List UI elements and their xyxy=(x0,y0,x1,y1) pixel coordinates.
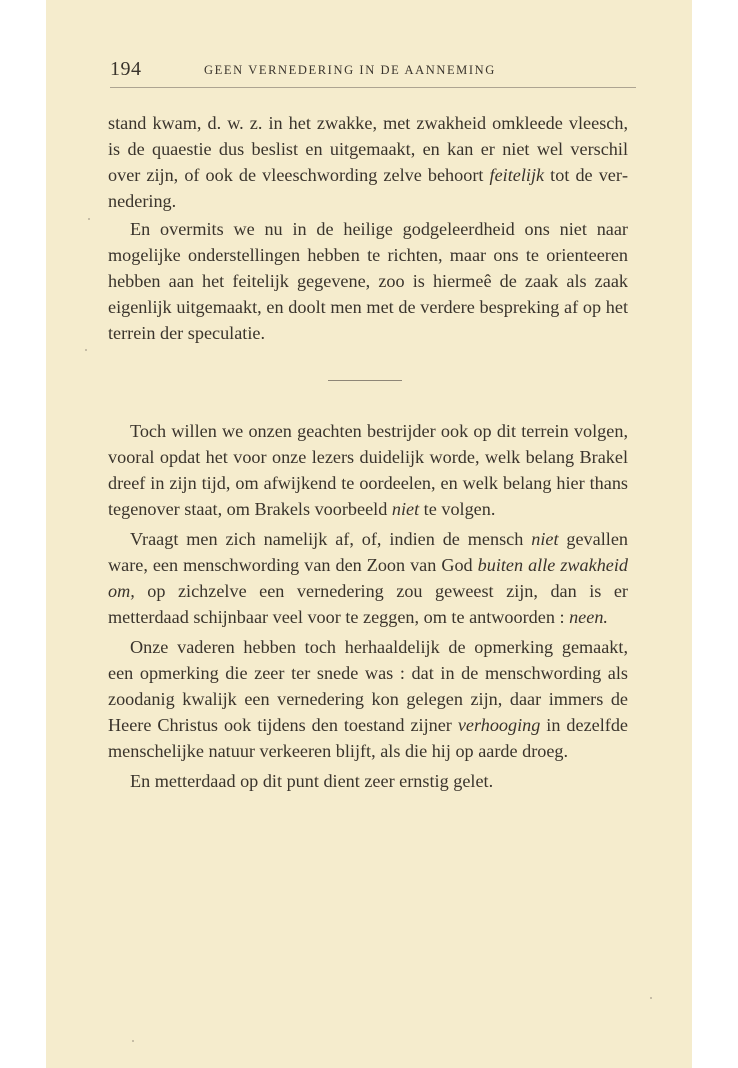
paper-speck xyxy=(650,997,652,999)
paper-speck xyxy=(88,218,90,220)
paragraph xyxy=(108,216,628,346)
text-run: En overmits we nu in de heilige godgeleerdheid ons niet naar mogelijke onderstellingen hebben te richten, maar ons te orienteeren hebben aan het feitelijk gegevene, zoo is hiermeê de zaak als zaak eigenlijk uitgemaakt, en doolt men met de verdere bespreking af op het terrein der speculatie. xyxy=(108,219,628,343)
header-rule xyxy=(110,87,636,88)
paper-speck xyxy=(85,349,87,351)
section-separator-rule xyxy=(328,380,402,381)
paragraph xyxy=(108,768,628,794)
book-page xyxy=(46,0,692,1068)
paragraph xyxy=(108,418,628,522)
running-title: GEEN VERNEDERING IN DE AANNEMING xyxy=(204,63,496,77)
text-run: stand kwam, d. w. z. in het zwakke, met zwakheid omkleede vleesch, is de quaestie dus beslist en uitgemaakt, en kan er niet wel verschil over zijn, of ook de vleeschwording zelve behoort xyxy=(108,113,628,185)
italic-emphasis: buiten alle zwakheid om, xyxy=(108,555,629,601)
text-run: op zichzelve een vernedering zou geweest zijn, dan is er metterdaad schijnbaar veel voor te zeggen, om te antwoorden : xyxy=(108,581,628,627)
paper-speck xyxy=(132,1040,134,1042)
section-break xyxy=(108,346,628,418)
paragraph xyxy=(108,110,628,214)
paragraph xyxy=(108,634,628,764)
text-run: Onze vaderen hebben toch herhaaldelijk de opmerking gemaakt, een opmerking die zeer ter snede was : dat in de menschwording als zoodanig kwalijk een vernedering kon gelegen zijn, daar immers de Heere Christus ook tijdens den toestand zijner xyxy=(108,637,628,735)
page-header xyxy=(110,58,636,82)
italic-emphasis: feitelijk xyxy=(489,165,545,185)
italic-emphasis: neen. xyxy=(569,607,608,627)
text-run: tot de vernedering. xyxy=(108,165,628,211)
italic-emphasis: niet xyxy=(391,499,420,519)
text-run: in dezelfde menschelijke natuur verkeeren blijft, als die hij op aarde droeg. xyxy=(108,715,628,761)
text-run: En metterdaad op dit punt dient zeer ernstig gelet. xyxy=(130,771,494,791)
page-number: 194 xyxy=(110,58,142,80)
text-run: te volgen. xyxy=(419,499,496,519)
italic-emphasis: verhooging xyxy=(457,715,541,735)
paragraph xyxy=(108,526,628,630)
page-body xyxy=(108,110,628,794)
text-run: gevallen ware, een menschwording van den Zoon van God xyxy=(108,529,628,575)
text-run: Vraagt men zich namelijk af, of, indien de mensch xyxy=(130,529,532,549)
italic-emphasis: niet xyxy=(531,529,559,549)
text-run: Toch willen we onzen geachten bestrijder ook op dit terrein volgen, vooral opdat het voor onze lezers duidelijk worde, welk belang Brakel dreef in zijn tijd, om afwijkend te oordeelen, en welk belang hier thans tegenover staat, om Brakels voorbeeld xyxy=(108,421,628,519)
